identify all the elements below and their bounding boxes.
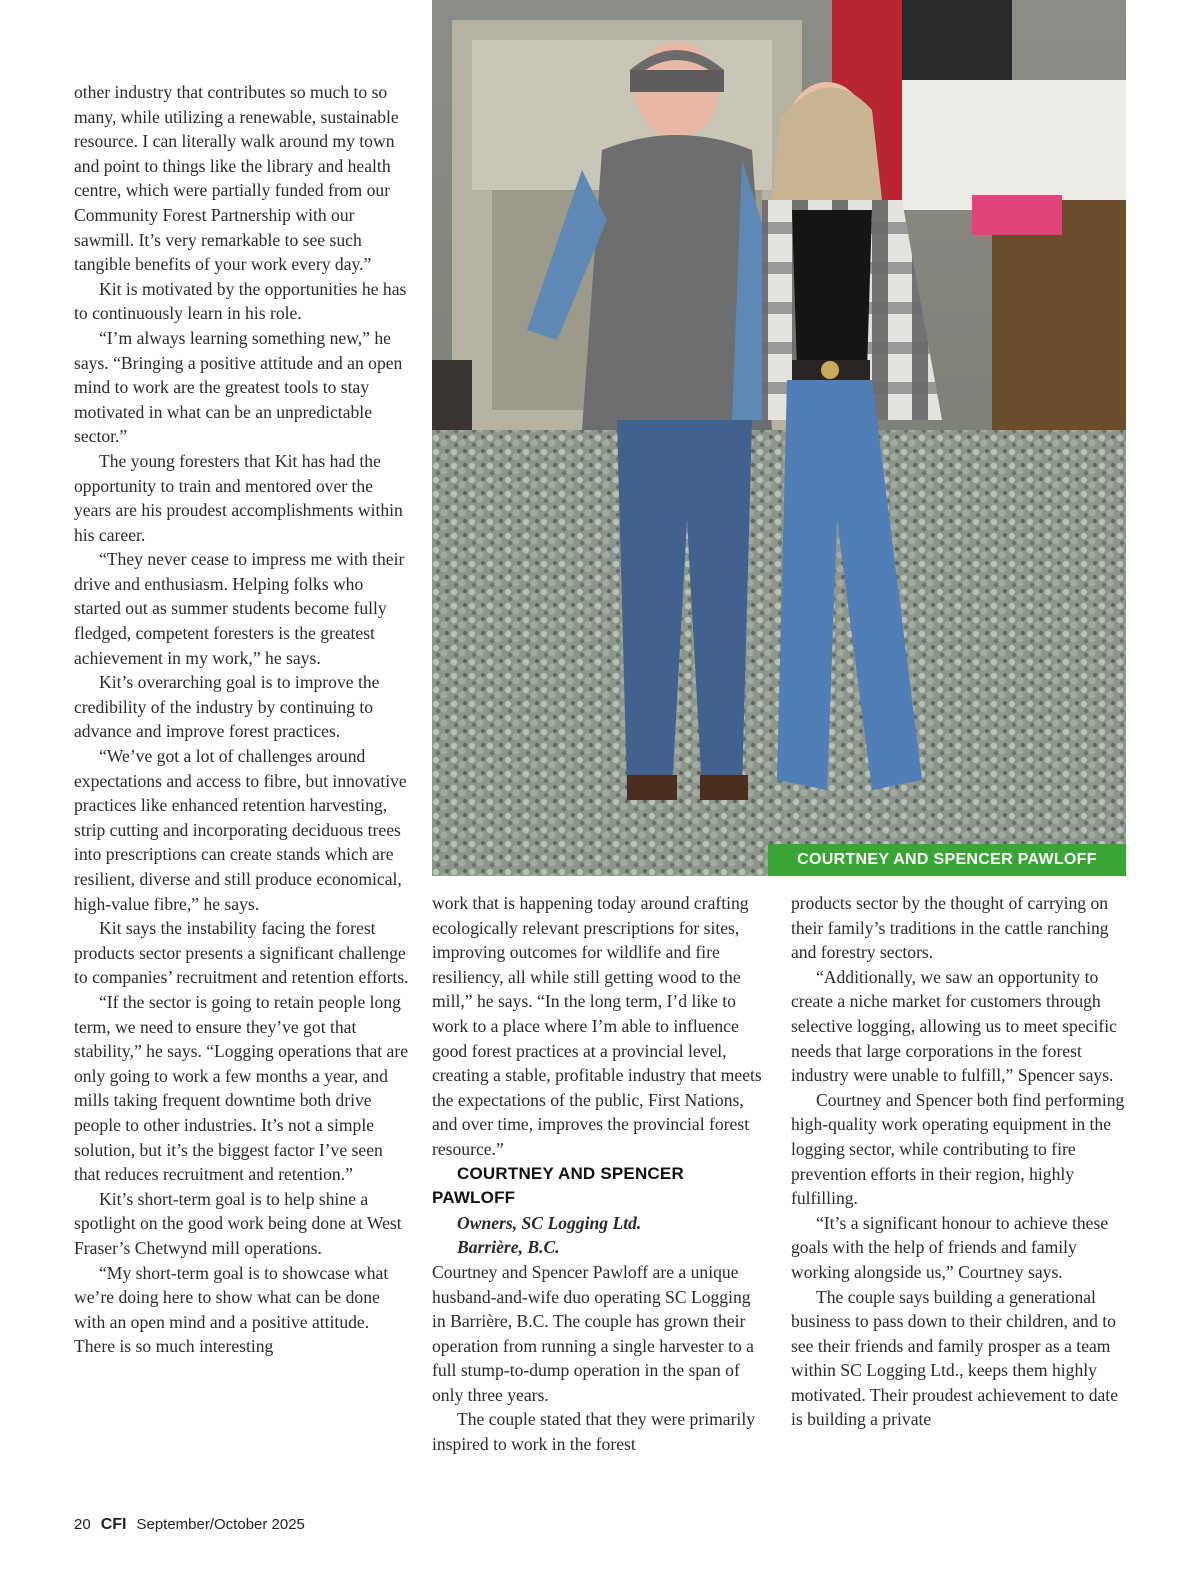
article-paragraph: other industry that contributes so much to so many, while utilizing a renewable, sustainable resource. I can literally walk around my town and point to things like the library and health centre, which were partially funded from our Community Forest Partnership with our sawmill. It’s very remarkable to see such tangible benefits of your work every day.”: [74, 82, 399, 275]
article-paragraph: work that is happening today around crafting ecologically relevant prescriptions for sites, improving outcomes for wildlife and fire resiliency, all while still getting wood to the mill,” he says. “In the long term, I’d like to work to a place where I’m able to influence good forest practices at a provincial level, creating a stable, profitable industry that meets the expectations of the public, First Nations, and over time, improves the provincial forest resource.”: [432, 893, 762, 1159]
article-column-1: [74, 80, 410, 1359]
article-paragraph: The couple stated that they were primarily inspired to work in the forest: [432, 1409, 756, 1455]
publication-name: CFI: [100, 1516, 127, 1533]
article-paragraph: Courtney and Spencer Pawloff are a unique husband-and-wife duo operating SC Logging in Barrière, B.C. The couple has grown their operation from running a single harvester to a full stump-to-dump operation in the span of only three years.: [432, 1261, 754, 1405]
article-paragraph: Kit says the instability facing the forest products sector presents a significant challenge to companies’ recruitment and retention efforts.: [74, 918, 409, 988]
article-paragraph: “Additionally, we saw an opportunity to create a niche market for customers through selective logging, allowing us to meet specific needs that large corporations in the forest industry were unable to fulfill,” Spencer says.: [791, 966, 1117, 1086]
page-number: 20: [74, 1516, 91, 1533]
article-paragraph: products sector by the thought of carrying on their family’s traditions in the cattle ranching and forestry sectors.: [791, 893, 1109, 963]
article-paragraph: “They never cease to impress me with their drive and enthusiasm. Helping folks who started out as summer students become fully fledged, competent foresters is the greatest achievement in my work,” he says.: [74, 549, 405, 668]
photo-illustration: [432, 0, 1126, 876]
photo-caption: COURTNEY AND SPENCER PAWLOFF: [768, 844, 1126, 876]
section-heading: COURTNEY AND SPENCER PAWLOFF: [432, 1163, 684, 1208]
page-footer: [74, 1516, 305, 1534]
article-paragraph: The young foresters that Kit has had the opportunity to train and mentored over the years are his proudest accomplishments within his career.: [74, 450, 403, 545]
article-paragraph: “If the sector is going to retain people long term, we need to ensure they’ve got that stability,” he says. “Logging operations that are only going to work a few months a year, and mills taking frequent downtime both drive people to other industries. It’s not a simple solution, but it’s the biggest factor I’ve seen that reduces recruitment and retention.”: [74, 991, 409, 1185]
article-paragraph: “It’s a significant honour to achieve these goals with the help of friends and family working alongside us,” Courtney says.: [791, 1212, 1109, 1282]
article-paragraph: Kit’s short-term goal is to help shine a spotlight on the good work being done at West Fraser’s Chetwynd mill operations.: [74, 1188, 402, 1258]
profile-role: Owners, SC Logging Ltd.: [457, 1212, 642, 1233]
article-paragraph: The couple says building a generational business to pass down to their children, and to see their friends and family prosper as a team within SC Logging Ltd., keeps them highly motivated. Their proudest achievement to date is building a private: [791, 1286, 1119, 1430]
article-paragraph: Kit is motivated by the opportunities he has to continuously learn in his role.: [74, 278, 407, 324]
profile-location: Barrière, B.C.: [457, 1237, 560, 1258]
article-paragraph: Courtney and Spencer both find performing high-quality work operating equipment in the logging sector, while contributing to fire prevention efforts in their region, highly fulfilling.: [791, 1089, 1125, 1209]
article-paragraph: “I’m always learning something new,” he says. “Bringing a positive attitude and an open mind to work are the greatest tools to stay motivated in what can be an unpredictable sector.”: [74, 327, 403, 447]
article-paragraph: “We’ve got a lot of challenges around expectations and access to fibre, but innovative practices like enhanced retention harvesting, strip cutting and incorporating deciduous trees into prescriptions can create stands which are resilient, diverse and still produce economical, high-value fibre,” he says.: [74, 746, 407, 914]
article-column-2: [432, 891, 762, 1457]
couple-photo: [432, 0, 1126, 876]
article-column-3: [791, 891, 1127, 1432]
article-paragraph: “My short-term goal is to showcase what we’re doing here to show what can be done with an open mind and a positive attitude. There is so much interesting: [74, 1262, 389, 1357]
issue-date: September/October 2025: [136, 1516, 305, 1533]
article-paragraph: Kit’s overarching goal is to improve the credibility of the industry by continuing to advance and improve forest practices.: [74, 672, 380, 742]
